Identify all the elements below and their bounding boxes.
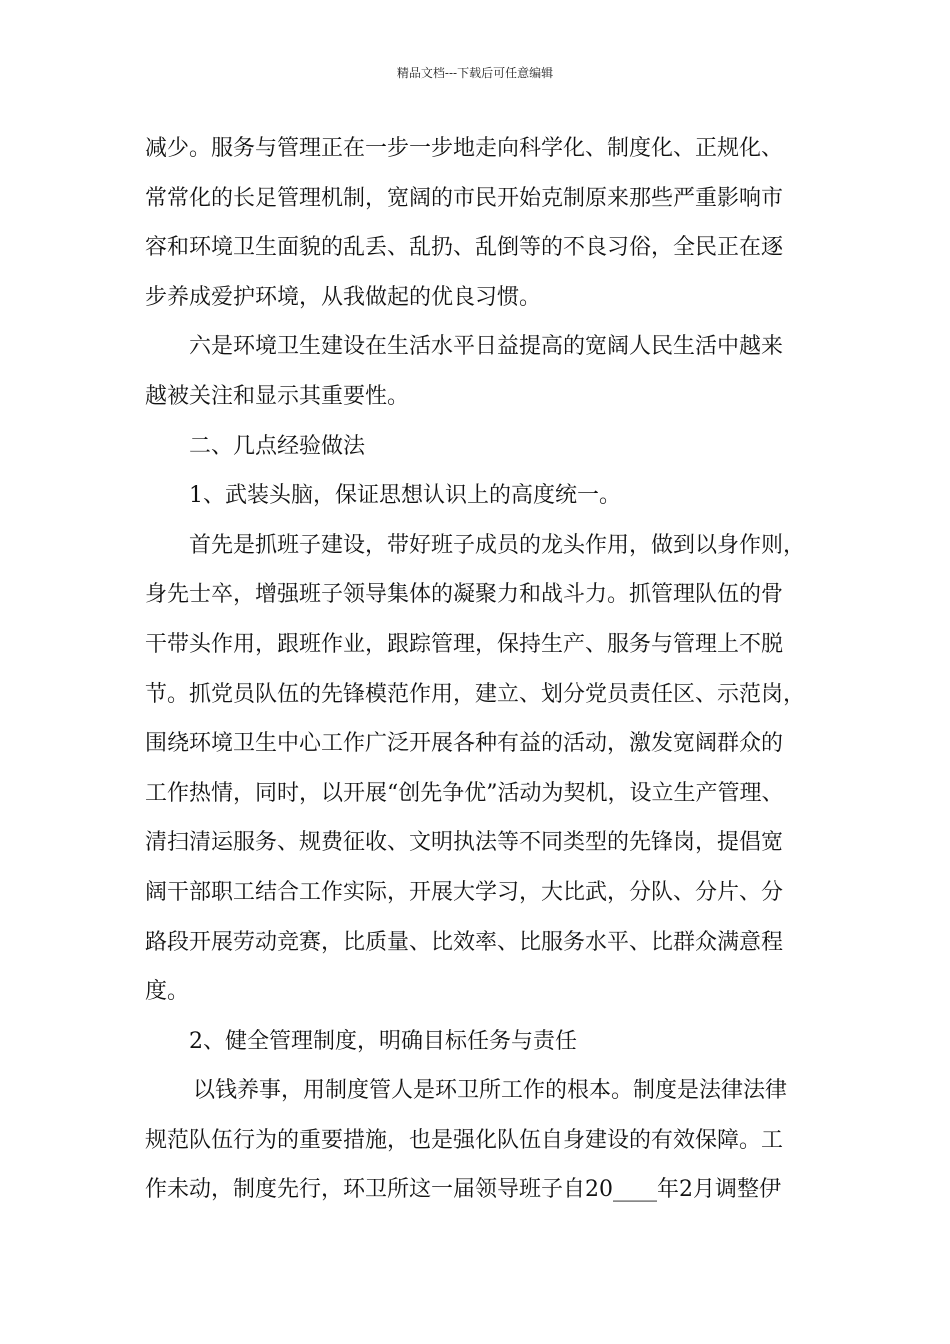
text-line: 清扫清运服务、规费征收、文明执法等不同类型的先锋岗，提倡宽 (145, 830, 784, 856)
paragraph-start-line: 以钱养事，用制度管人是环卫所工作的根本。制度是法律法律 (193, 1078, 788, 1104)
text-line: 步养成爱护环境，从我做起的优良习惯。 (145, 284, 542, 310)
text-line: 工作热情，同时，以开展“创先争优”活动为契机，设立生产管理、 (145, 780, 784, 806)
page-header: 精品文档---下载后可任意编辑 (396, 66, 554, 80)
section-heading: 二、几点经验做法 (189, 433, 366, 459)
text-line: 身先士卒，增强班子领导集体的凝聚力和战斗力。抓管理队伍的骨 (145, 582, 784, 608)
subsection-heading: 2、健全管理制度，明确目标任务与责任 (189, 1028, 577, 1054)
text-line: 节。抓党员队伍的先锋模范作用，建立、划分党员责任区、示范岗， (145, 681, 806, 707)
text-line: 阔干部职工结合工作实际，开展大学习，大比武，分队、分片、分 (145, 879, 784, 905)
text-line: 围绕环境卫生中心工作广泛开展各种有益的活动，激发宽阔群众的 (145, 731, 784, 757)
text-line: 容和环境卫生面貌的乱丢、乱扔、乱倒等的不良习俗，全民正在逐 (145, 235, 784, 261)
text-line: 越被关注和显示其重要性。 (145, 383, 410, 409)
text-line: 路段开展劳动竞赛，比质量、比效率、比服务水平、比群众满意程 (145, 929, 784, 955)
document-body (145, 124, 820, 1215)
text-line: 规范队伍行为的重要措施，也是强化队伍自身建设的有效保障。工 (145, 1127, 784, 1153)
subsection-heading: 1、武装头脑，保证思想认识上的高度统一。 (189, 483, 621, 509)
text-line: 作未动，制度先行，环卫所这一届领导班子自20____年2月调整伊 (145, 1177, 781, 1203)
text-line: 减少。服务与管理正在一步一步地走向科学化、制度化、正规化、 (145, 136, 784, 161)
text-line: 常常化的长足管理机制，宽阔的市民开始克制原来那些严重影响市 (145, 185, 784, 211)
text-line: 度。 (145, 979, 190, 1005)
paragraph-start-line: 首先是抓班子建设，带好班子成员的龙头作用，做到以身作则， (189, 532, 806, 558)
paragraph-start-line: 六是环境卫生建设在生活水平日益提高的宽阔人民生活中越来 (189, 334, 784, 360)
text-line: 干带头作用，跟班作业，跟踪管理，保持生产、服务与管理上不脱 (145, 631, 784, 657)
